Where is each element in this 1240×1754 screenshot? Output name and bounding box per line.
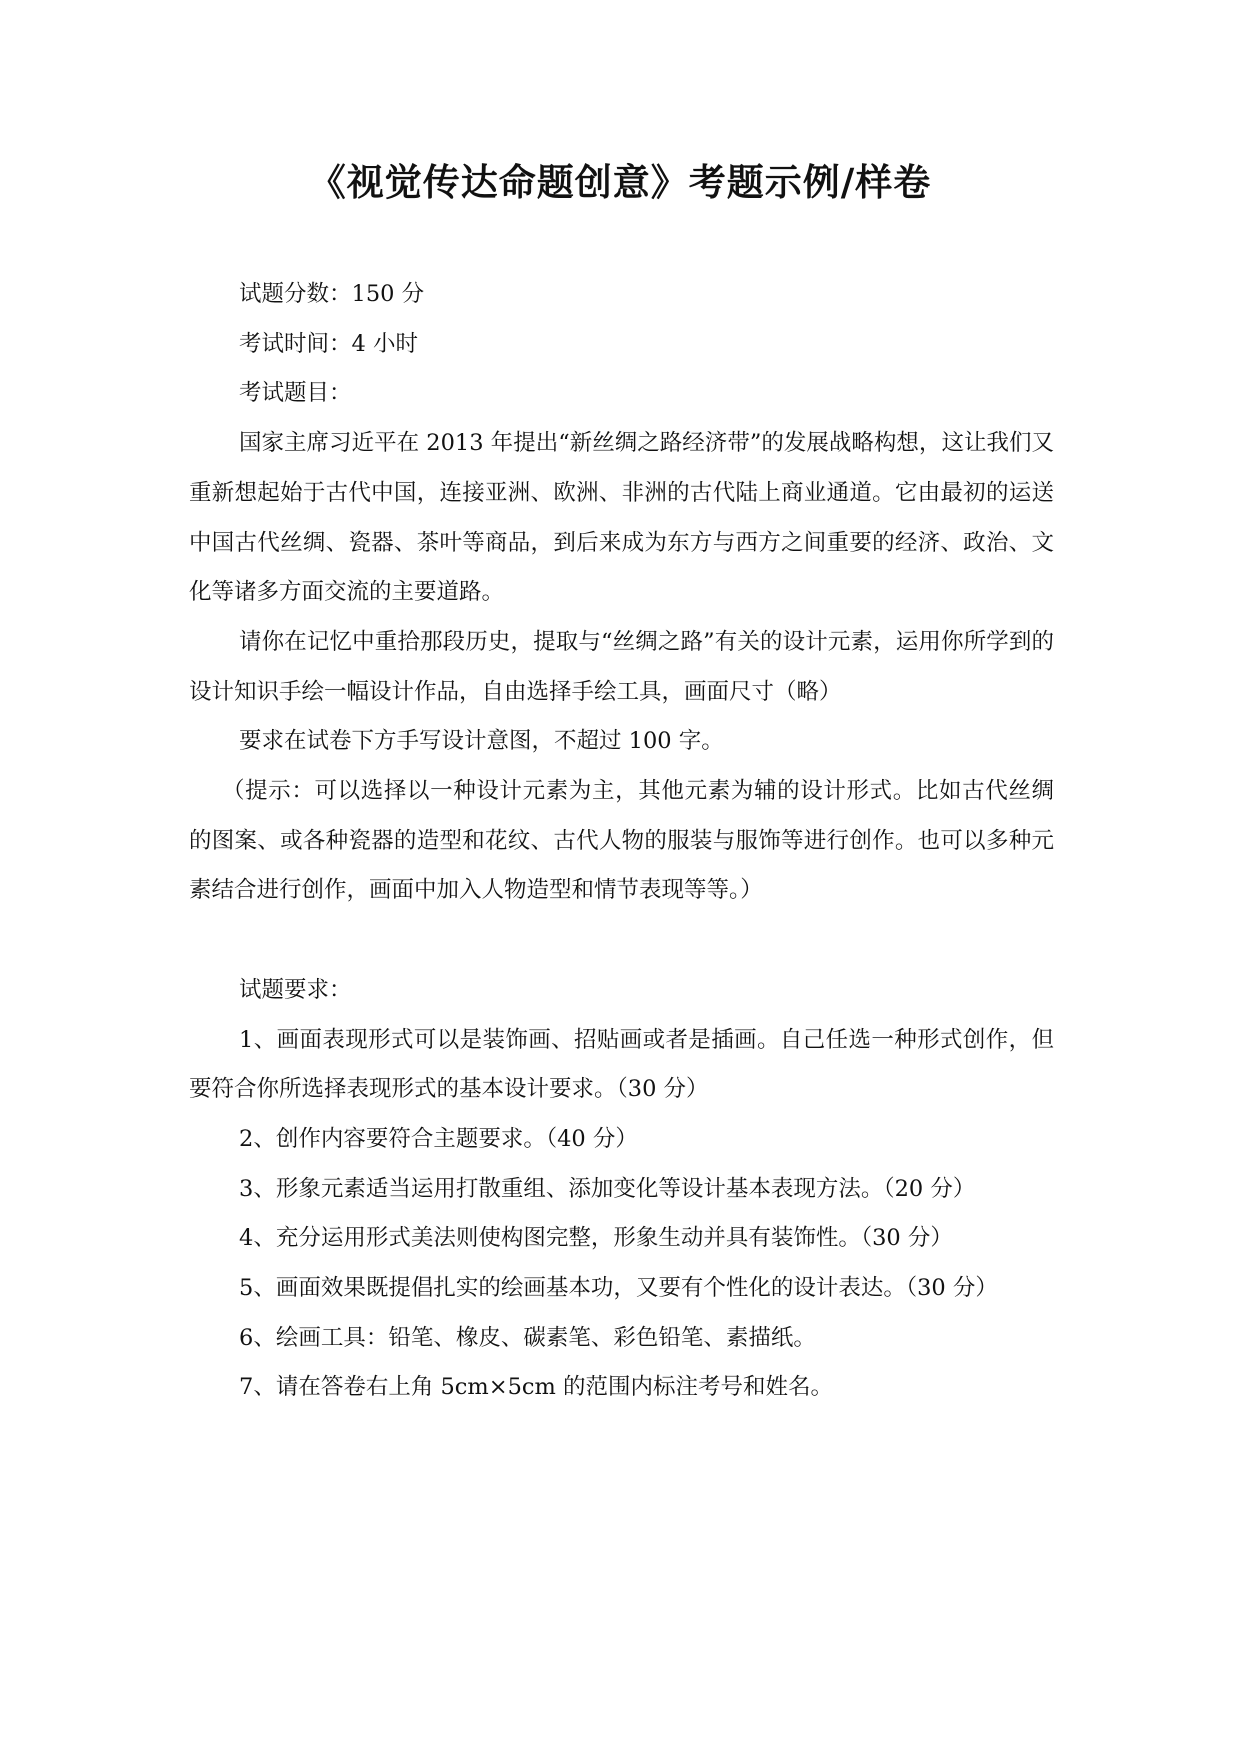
requirement-item: 7、请在答卷右上角 5cm×5cm 的范围内标注考号和姓名。 — [239, 1374, 833, 1401]
section-spacer — [189, 916, 1054, 966]
score-line: 试题分数：150 分 — [239, 281, 425, 307]
page-title: 《视觉传达命题创意》考题示例/样卷 — [308, 160, 932, 204]
topic-paragraph: 国家主席习近平在 2013 年提出“新丝绸之路经济带”的发展战略构想，这让我们又重新想起始于古代中国，连接亚洲、欧洲、非洲的古代陆上商业通道。它由最初的运送中国古代丝绸、瓷器、茶叶等商品，到后来成为东方与西方之间重要的经济、政治、文化等诸多方面交流的主要道路。 — [189, 430, 1054, 606]
document-body — [189, 270, 1054, 1413]
topic-heading: 考试题目： — [239, 380, 352, 407]
requirement-item: 1、画面表现形式可以是装饰画、招贴画或者是插画。自己任选一种形式创作，但要符合你所选择表现形式的基本设计要求。（30 分） — [189, 1026, 1054, 1103]
topic-paragraph: 要求在试卷下方手写设计意图，不超过 100 字。 — [239, 728, 724, 755]
requirement-item: 5、画面效果既提倡扎实的绘画基本功，又要有个性化的设计表达。（30 分） — [239, 1275, 998, 1302]
duration-line: 考试时间：4 小时 — [239, 330, 418, 357]
requirement-item: 2、创作内容要符合主题要求。（40 分） — [239, 1125, 638, 1152]
topic-paragraph: 请你在记忆中重拾那段历史，提取与“丝绸之路”有关的设计元素，运用你所学到的设计知识手绘一幅设计作品，自由选择手绘工具，画面尺寸（略） — [189, 628, 1054, 705]
hint-paragraph: （提示：可以选择以一种设计元素为主，其他元素为辅的设计形式。比如古代丝绸的图案、或各种瓷器的造型和花纹、古代人物的服装与服饰等进行创作。也可以多种元素结合进行创作，画面中加入人物造型和情节表现等等。） — [189, 778, 1054, 904]
requirements-heading: 试题要求： — [239, 976, 352, 1003]
requirement-item: 6、绘画工具：铅笔、橡皮、碳素笔、彩色铅笔、素描纸。 — [239, 1324, 816, 1351]
requirement-item: 3、形象元素适当运用打散重组、添加变化等设计基本表现方法。（20 分） — [239, 1175, 976, 1202]
requirement-item: 4、充分运用形式美法则使构图完整，形象生动并具有装饰性。（30 分） — [239, 1225, 953, 1252]
